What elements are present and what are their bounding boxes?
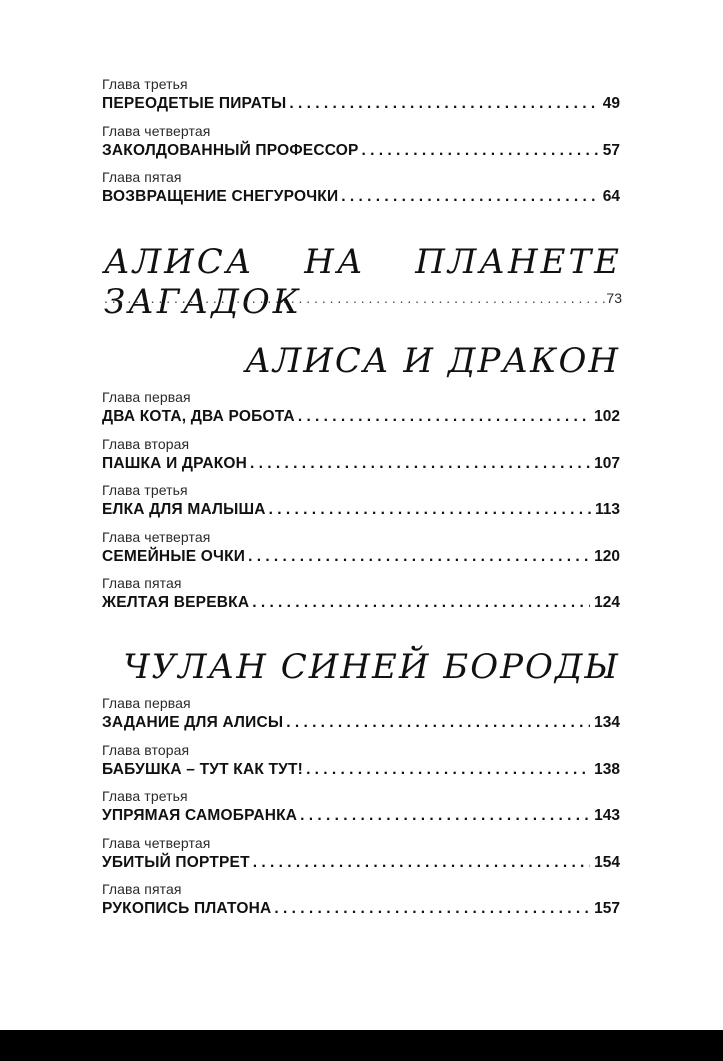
section-heading-closet[interactable]: ЧУЛАН СИНЕЙ БОРОДЫ (123, 647, 620, 687)
toc-line (102, 712, 620, 734)
toc-entry[interactable] (102, 482, 620, 529)
dot-leader (306, 759, 590, 781)
chapter-label: Глава четвертая (102, 122, 211, 139)
page-number: 113 (594, 501, 620, 518)
dot-leader (286, 712, 590, 734)
page-number: 102 (594, 408, 620, 425)
dot-leader (289, 93, 598, 115)
chapter-title: ВОЗВРАЩЕНИЕ СНЕГУРОЧКИ (102, 188, 339, 205)
toc-line (102, 546, 620, 568)
chapter-label: Глава вторая (102, 741, 190, 758)
toc-block-closet (102, 695, 620, 928)
page-number: 49 (602, 95, 620, 112)
dot-leader (253, 852, 590, 874)
toc-block-dragon (102, 389, 620, 622)
toc-line (102, 453, 620, 475)
page-number: 143 (594, 807, 620, 824)
dot-leader (274, 898, 590, 920)
section-heading-planet[interactable]: АЛИСА НА ПЛАНЕТЕ ЗАГАДОК (104, 242, 622, 322)
toc-entry[interactable] (102, 695, 620, 742)
page-number: 134 (594, 714, 620, 731)
chapter-label: Глава вторая (102, 435, 190, 452)
chapter-title: ЗАКОЛДОВАННЫЙ ПРОФЕССОР (102, 141, 359, 159)
toc-entry[interactable] (102, 169, 620, 216)
dot-leader (269, 499, 591, 521)
chapter-label: Глава четвертая (102, 528, 211, 545)
page-number: 124 (594, 594, 620, 611)
chapter-label: Глава первая (102, 695, 191, 711)
chapter-label: Глава пятая (102, 575, 182, 591)
page-number: 120 (594, 547, 620, 565)
dot-leader (362, 140, 599, 162)
dot-leader (252, 592, 590, 614)
page-number: 64 (602, 188, 620, 205)
section-heading-dragon[interactable]: АЛИСА И ДРАКОН (245, 341, 620, 381)
dot-leader (298, 406, 590, 428)
toc-line (102, 852, 620, 874)
toc-entry[interactable] (102, 76, 620, 123)
chapter-label: Глава пятая (102, 169, 182, 185)
dot-leader (300, 805, 590, 827)
chapter-title: РУКОПИСЬ ПЛАТОНА (102, 900, 272, 917)
toc-entry[interactable] (102, 436, 620, 483)
chapter-title: ЕЛКА ДЛЯ МАЛЫША (102, 501, 266, 518)
page-number: 154 (594, 853, 620, 871)
page-number: 107 (594, 454, 620, 472)
toc-entry[interactable] (102, 529, 620, 576)
chapter-label: Глава третья (102, 76, 188, 92)
chapter-title: ДВА КОТА, ДВА РОБОТА (102, 408, 295, 425)
toc-entry[interactable] (102, 123, 620, 170)
dot-leader (104, 289, 606, 307)
chapter-label: Глава первая (102, 389, 191, 405)
toc-line (102, 898, 620, 920)
toc-entry[interactable] (102, 389, 620, 436)
toc-line (102, 759, 620, 781)
toc-line (102, 592, 620, 614)
toc-entry[interactable] (102, 742, 620, 789)
toc-entry[interactable] (102, 575, 620, 622)
page-number: 73 (606, 290, 622, 306)
chapter-title: ЖЕЛТАЯ ВЕРЕВКА (102, 594, 250, 611)
bottom-black-bar (0, 1030, 723, 1061)
toc-line (102, 93, 620, 115)
section-page-line-planet (104, 289, 622, 307)
chapter-label: Глава пятая (102, 881, 182, 897)
toc-line (102, 499, 620, 521)
dot-leader (341, 186, 598, 208)
dot-leader (248, 546, 590, 568)
toc-entry[interactable] (102, 881, 620, 928)
page-number: 157 (594, 900, 620, 917)
toc-line (102, 406, 620, 428)
toc-entry[interactable] (102, 788, 620, 835)
toc-line (102, 186, 620, 208)
chapter-title: БАБУШКА – ТУТ КАК ТУТ! (102, 760, 304, 778)
toc-line (102, 140, 620, 162)
chapter-title: УБИТЫЙ ПОРТРЕТ (102, 853, 250, 871)
chapter-title: ЗАДАНИЕ ДЛЯ АЛИСЫ (102, 714, 284, 731)
toc-line (102, 805, 620, 827)
page-number: 138 (594, 760, 620, 778)
chapter-label: Глава третья (102, 482, 188, 498)
chapter-title: СЕМЕЙНЫЕ ОЧКИ (102, 547, 246, 565)
chapter-label: Глава третья (102, 788, 188, 804)
toc-entry[interactable] (102, 835, 620, 882)
chapter-title: УПРЯМАЯ САМОБРАНКА (102, 807, 298, 824)
page-number: 57 (602, 141, 620, 159)
chapter-label: Глава четвертая (102, 834, 211, 851)
toc-block-previous-section (102, 76, 620, 216)
chapter-title: ПАШКА И ДРАКОН (102, 454, 248, 472)
dot-leader (250, 453, 590, 475)
chapter-title: ПЕРЕОДЕТЫЕ ПИРАТЫ (102, 95, 287, 112)
